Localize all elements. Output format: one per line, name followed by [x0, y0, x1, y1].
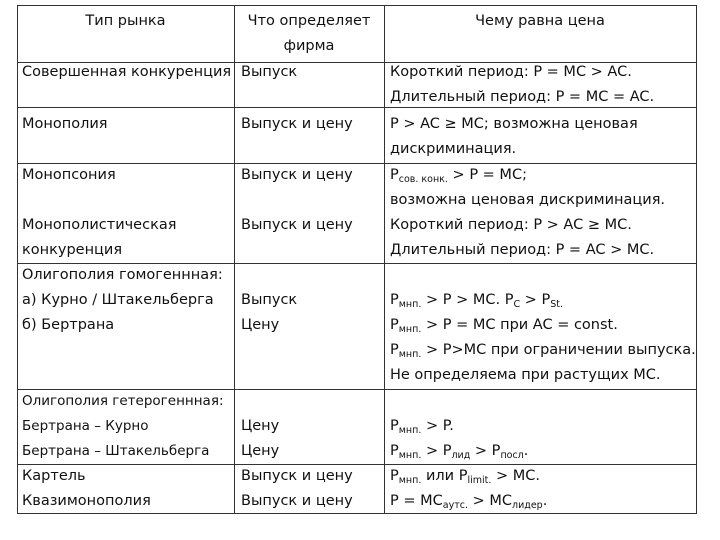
row6-market-type: Олигополия гетерогеннная: Бертрана – Курно Бертрана – Штакельберга: [22, 393, 224, 459]
row5-market-type: Олигополия гомогеннная: а) Курно / Штакельберга б) Бертрана: [22, 267, 223, 333]
row7-market-type: Картель Квазимонополия: [22, 468, 151, 509]
row3-price: $P_{сов. конк.} > P$ = MC; возможна ценовая дискриминация.: [390, 167, 666, 208]
row3-market-type: Монопсония: [22, 167, 116, 183]
row1-determines: Выпуск: [241, 64, 298, 80]
row4-price: Короткий период: P > AC ≥ MC. Длительный период: P = AC > MC.: [390, 217, 655, 258]
row5-determines: Выпуск Цену: [241, 292, 298, 333]
header-market-type: Тип рынка: [85, 13, 166, 29]
row4-market-type: Монополистическая конкуренция: [22, 217, 177, 258]
row2-price: P > AC ≥ MC; возможна ценовая дискриминация.: [390, 116, 638, 157]
row4-determines: Выпуск и цену: [241, 217, 353, 233]
row6-determines: Цену Цену: [241, 418, 280, 459]
market-types-table: [17, 5, 697, 513]
table-border-left: [17, 5, 18, 513]
header-price: Чему равна цена: [475, 13, 605, 29]
row2-determines: Выпуск и цену: [241, 116, 353, 132]
table-border-top: [17, 5, 697, 6]
row1-price: Короткий период: P = MC > AC. Длительный период: P = MC = AC.: [390, 64, 655, 105]
row7-determines: Выпуск и цену Выпуск и цену: [241, 468, 353, 509]
column-divider: [234, 5, 235, 513]
row6-price: $P_{мнп.} > P$. $P_{мнп.} > P_{лид} > P_{посл}$.: [390, 418, 529, 461]
header-what-firm-determines: Что определяет фирма: [247, 13, 371, 54]
row1-market-type: Совершенная конкуренция: [22, 64, 232, 80]
column-divider: [384, 5, 385, 513]
row3-determines: Выпуск и цену: [241, 167, 353, 183]
row2-market-type: Монополия: [22, 116, 108, 132]
row7-price: $P_{мнп.}$ или $P_{limit.}$ > MC. $P = MC_{аутс.} > MC_{лидер}$.: [390, 468, 548, 511]
row5-price: $P_{мнп.} > P$ > MC. $P_C > P_{St.}$ $P_{мнп.} > P$ = MC при AC = const. $P_{мнп.} > P>MC$ при ограничении выпуска. Не определяема при растущих MC.: [390, 292, 696, 383]
table-border-right: [696, 5, 697, 513]
